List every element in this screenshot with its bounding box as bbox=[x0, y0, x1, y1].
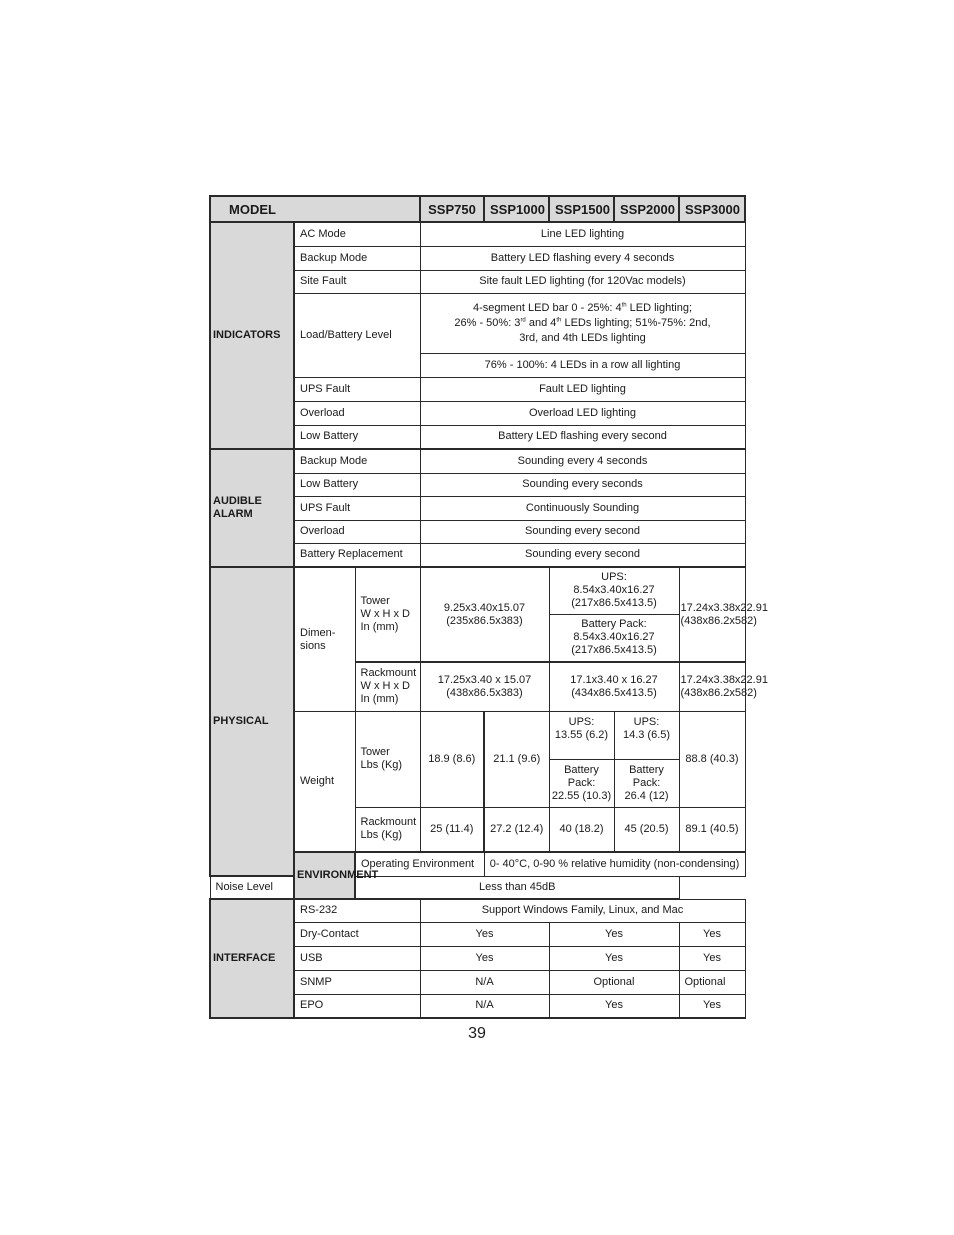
tower-weight-label-1: Tower bbox=[360, 746, 390, 758]
section-indicators: INDICATORS bbox=[210, 222, 294, 449]
ssp2000-bp-value: 26.4 (12) bbox=[624, 789, 669, 802]
tower-dim-bp-label: Battery Pack: bbox=[581, 618, 647, 631]
load-line1-b: LED lighting; bbox=[626, 301, 693, 314]
rack-weight-ssp1500: 40 (18.2) bbox=[549, 807, 614, 852]
load-level-description bbox=[420, 293, 745, 353]
tower-dim-bp-1: 8.54x3.40x16.27 bbox=[573, 631, 655, 644]
row-value: Continuously Sounding bbox=[420, 496, 745, 520]
usb-ssp3000: Yes bbox=[679, 946, 745, 970]
row-value: 0- 40°C, 0-90 % relative humidity (non-condensing) bbox=[484, 852, 745, 876]
tower-dim-ups-2: (217x86.5x413.5) bbox=[571, 597, 657, 610]
row-value: Sounding every second bbox=[420, 543, 745, 567]
load-line2-sup1: rd bbox=[520, 316, 526, 323]
row-value: Battery LED flashing every second bbox=[420, 425, 745, 449]
rack-weight-label-1: Rackmount bbox=[360, 816, 417, 829]
rack-weight-label bbox=[355, 807, 420, 852]
load-line1-a: 4-segment LED bar 0 - 25%: 4 bbox=[472, 301, 622, 314]
rack-dim-small bbox=[420, 662, 549, 711]
row-label: Site Fault bbox=[294, 270, 420, 293]
dry-contact-ssp3000: Yes bbox=[679, 922, 745, 946]
tower-dim-ups-1: 8.54x3.40x16.27 bbox=[573, 584, 655, 597]
tower-weight-label bbox=[355, 711, 420, 807]
usb-ssp1500-2000: Yes bbox=[549, 946, 679, 970]
row-label: Low Battery bbox=[294, 425, 420, 449]
dry-contact-ssp750-1000: Yes bbox=[420, 922, 549, 946]
row-value: Battery LED flashing every 4 seconds bbox=[420, 246, 745, 270]
snmp-ssp1500-2000: Optional bbox=[549, 970, 679, 994]
row-value: Less than 45dB bbox=[355, 876, 679, 899]
rack-weight-ssp750: 25 (11.4) bbox=[420, 807, 484, 852]
epo-ssp750-1000: N/A bbox=[420, 994, 549, 1018]
model-ssp3000: SSP3000 bbox=[679, 196, 745, 222]
row-label: Backup Mode bbox=[294, 246, 420, 270]
weight-label: Weight bbox=[294, 711, 355, 852]
tower-dim-ups-label: UPS: bbox=[601, 571, 627, 584]
dry-contact-ssp1500-2000: Yes bbox=[549, 922, 679, 946]
model-header: MODEL bbox=[210, 196, 420, 222]
section-environment: ENVIRONMENT bbox=[294, 852, 355, 899]
ssp2000-ups-value: 14.3 (6.5) bbox=[622, 728, 671, 741]
row-value: Sounding every 4 seconds bbox=[420, 449, 745, 473]
tower-dim-large-2: (438x86.2x582) bbox=[680, 614, 757, 627]
table-row bbox=[210, 222, 745, 246]
row-value: Site fault LED lighting (for 120Vac models) bbox=[420, 270, 745, 293]
table-row bbox=[210, 449, 745, 473]
header-row bbox=[210, 196, 745, 222]
dimensions-label bbox=[294, 567, 355, 711]
row-label: SNMP bbox=[294, 970, 420, 994]
rack-weight-ssp1000: 27.2 (12.4) bbox=[484, 807, 549, 852]
epo-ssp3000: Yes bbox=[679, 994, 745, 1018]
tower-dim-label-2: W x H x D bbox=[360, 608, 410, 620]
rack-weight-label-2: Lbs (Kg) bbox=[360, 829, 403, 842]
dimensions-label-1: Dimen- bbox=[300, 626, 336, 639]
row-value: Sounding every seconds bbox=[420, 473, 745, 496]
table-row bbox=[210, 899, 745, 922]
table-row bbox=[210, 876, 745, 899]
model-ssp1000: SSP1000 bbox=[484, 196, 549, 222]
table-row bbox=[210, 567, 745, 614]
rack-weight-ssp3000: 89.1 (40.5) bbox=[679, 807, 745, 852]
tower-weight-ssp3000: 88.8 (40.3) bbox=[679, 711, 745, 807]
row-label: Overload bbox=[294, 401, 420, 425]
tower-dim-mid-ups bbox=[549, 567, 679, 614]
tower-weight-ssp2000-ups bbox=[614, 711, 679, 759]
spec-table bbox=[209, 195, 768, 1019]
rack-dim-large-2: (438x86.2x582) bbox=[680, 686, 757, 699]
row-label: RS-232 bbox=[294, 899, 420, 922]
usb-ssp750-1000: Yes bbox=[420, 946, 549, 970]
alarm-section-line1: AUDIBLE bbox=[213, 495, 262, 507]
model-ssp1500: SSP1500 bbox=[549, 196, 614, 222]
row-value: Line LED lighting bbox=[420, 222, 745, 246]
rack-dim-mid-1: 17.1x3.40 x 16.27 bbox=[570, 673, 658, 686]
rack-dim-mid-2: (434x86.5x413.5) bbox=[571, 686, 657, 699]
tower-dim-large bbox=[679, 567, 768, 662]
tower-dim-label-1: Tower bbox=[360, 595, 390, 607]
load-line2-c: LEDs lighting; 51%-75%: 2nd, bbox=[561, 316, 711, 329]
row-label: USB bbox=[294, 946, 420, 970]
tower-weight-ssp1500-bp bbox=[549, 759, 614, 807]
dimensions-label-2: sions bbox=[300, 639, 326, 652]
load-line1-sup: th bbox=[621, 301, 627, 308]
rack-dim-large-1: 17.24x3.38x22.91 bbox=[680, 673, 768, 686]
row-label: Overload bbox=[294, 520, 420, 543]
tower-weight-ssp750: 18.9 (8.6) bbox=[420, 711, 484, 807]
tower-dim-bp-2: (217x86.5x413.5) bbox=[571, 644, 657, 657]
tower-dim-mid-bp bbox=[549, 614, 679, 662]
row-label: Load/Battery Level bbox=[294, 293, 420, 377]
rack-dim-label-2: W x H x D bbox=[360, 680, 410, 693]
rack-dim-small-1: 17.25x3.40 x 15.07 bbox=[437, 673, 532, 686]
row-value: Fault LED lighting bbox=[420, 377, 745, 401]
rack-dim-label bbox=[355, 662, 420, 711]
load-line3: 3rd, and 4th LEDs lighting bbox=[519, 331, 646, 344]
rack-dim-small-2: (438x86.5x383) bbox=[446, 686, 523, 699]
ssp2000-bp-label: Battery Pack: bbox=[629, 763, 664, 789]
tower-weight-ssp2000-bp bbox=[614, 759, 679, 807]
load-line2-sup2: th bbox=[556, 316, 562, 323]
row-value: Overload LED lighting bbox=[420, 401, 745, 425]
load-line2-b: and 4 bbox=[525, 316, 557, 329]
row-label: Low Battery bbox=[294, 473, 420, 496]
load-line2-a: 26% - 50%: 3 bbox=[454, 316, 521, 329]
section-audible-alarm bbox=[210, 449, 294, 567]
section-physical: PHYSICAL bbox=[210, 567, 294, 876]
snmp-ssp750-1000: N/A bbox=[420, 970, 549, 994]
load-line4: 76% - 100%: 4 LEDs in a row all lighting bbox=[420, 353, 745, 377]
row-label: Backup Mode bbox=[294, 449, 420, 473]
row-label: AC Mode bbox=[294, 222, 420, 246]
ssp1500-ups-label: UPS: bbox=[568, 715, 595, 728]
rack-weight-ssp2000: 45 (20.5) bbox=[614, 807, 679, 852]
tower-weight-ssp1500-ups bbox=[549, 711, 614, 759]
section-interface: INTERFACE bbox=[210, 899, 294, 1018]
row-label: UPS Fault bbox=[294, 496, 420, 520]
alarm-section-line2: ALARM bbox=[213, 508, 253, 520]
tower-dim-small-1: 9.25x3.40x15.07 bbox=[443, 601, 526, 614]
ssp1500-bp-value: 22.55 (10.3) bbox=[551, 789, 612, 802]
epo-ssp1500-2000: Yes bbox=[549, 994, 679, 1018]
ssp2000-ups-label: UPS: bbox=[633, 715, 660, 728]
rack-dim-large bbox=[679, 662, 768, 711]
rack-dim-label-3: In (mm) bbox=[360, 693, 399, 706]
tower-dim-small-2: (235x86.5x383) bbox=[446, 614, 523, 627]
row-label: Dry-Contact bbox=[294, 922, 420, 946]
rack-dim-mid bbox=[549, 662, 679, 711]
tower-weight-label-2: Lbs (Kg) bbox=[360, 759, 403, 771]
row-label: Noise Level bbox=[210, 876, 355, 899]
row-label: UPS Fault bbox=[294, 377, 420, 401]
ssp1500-ups-value: 13.55 (6.2) bbox=[554, 728, 609, 741]
model-ssp750: SSP750 bbox=[420, 196, 484, 222]
snmp-ssp3000: Optional bbox=[679, 970, 745, 994]
ssp1500-bp-label: Battery Pack: bbox=[564, 763, 599, 789]
row-value: Support Windows Family, Linux, and Mac bbox=[420, 899, 745, 922]
row-label: EPO bbox=[294, 994, 420, 1018]
row-value: Sounding every second bbox=[420, 520, 745, 543]
tower-dim-label bbox=[355, 567, 420, 662]
rack-dim-label-1: Rackmount bbox=[360, 667, 417, 680]
row-label: Battery Replacement bbox=[294, 543, 420, 567]
page-number: 39 bbox=[468, 1025, 486, 1042]
model-ssp2000: SSP2000 bbox=[614, 196, 679, 222]
tower-dim-large-1: 17.24x3.38x22.91 bbox=[680, 601, 768, 614]
tower-weight-ssp1000: 21.1 (9.6) bbox=[484, 711, 549, 807]
tower-dim-label-3: In (mm) bbox=[360, 621, 399, 633]
tower-dim-small bbox=[420, 567, 549, 662]
row-label: Operating Environment bbox=[355, 852, 484, 876]
